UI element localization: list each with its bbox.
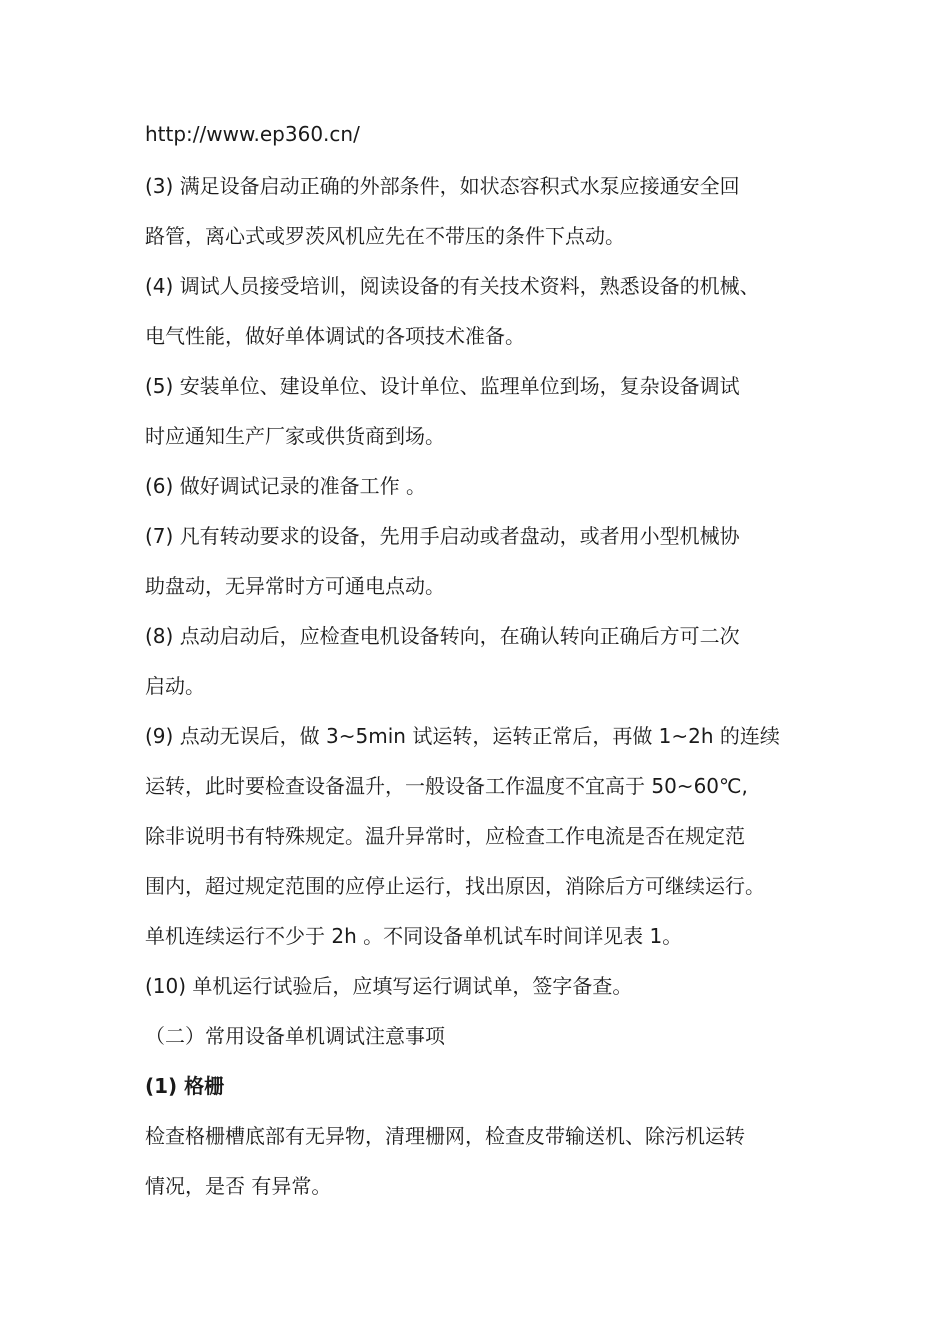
section-heading: （二）常用设备单机调试注意事项 [145,1024,445,1048]
paragraph-line: 情况，是否 有异常。 [145,1174,332,1198]
paragraph-line: (10) 单机运行试验后，应填写运行调试单，签字备查。 [145,974,633,998]
paragraph-line: 围内，超过规定范围的应停止运行，找出原因，消除后方可继续运行。 [145,874,765,898]
source-url: http://www.ep360.cn/ [145,122,360,146]
paragraph-line: (4) 调试人员接受培训，阅读设备的有关技术资料，熟悉设备的机械、 [145,274,760,298]
paragraph-line: (8) 点动启动后，应检查电机设备转向，在确认转向正确后方可二次 [145,624,740,648]
paragraph-line: (9) 点动无误后，做 3~5min 试运转，运转正常后，再做 1~2h 的连续 [145,724,780,748]
paragraph-line: 时应通知生产厂家或供货商到场。 [145,424,445,448]
paragraph-line: 启动。 [145,674,205,698]
paragraph-line: 单机连续运行不少于 2h 。不同设备单机试车时间详见表 1。 [145,924,683,948]
paragraph-line: 电气性能，做好单体调试的各项技术准备。 [145,324,525,348]
paragraph-line: (7) 凡有转动要求的设备，先用手启动或者盘动，或者用小型机械协 [145,524,740,548]
paragraph-line: (6) 做好调试记录的准备工作 。 [145,474,427,498]
subsection-heading: (1) 格栅 [145,1074,225,1098]
paragraph-line: (3) 满足设备启动正确的外部条件，如状态容积式水泵应接通安全回 [145,174,740,198]
paragraph-line: 除非说明书有特殊规定。温升异常时，应检查工作电流是否在规定范 [145,824,745,848]
paragraph-line: 助盘动，无异常时方可通电点动。 [145,574,445,598]
paragraph-line: 路管，离心式或罗茨风机应先在不带压的条件下点动。 [145,224,625,248]
paragraph-line: (5) 安装单位、建设单位、设计单位、监理单位到场，复杂设备调试 [145,374,740,398]
paragraph-line: 运转，此时要检查设备温升，一般设备工作温度不宜高于 50~60℃, [145,774,748,798]
paragraph-line: 检查格栅槽底部有无异物，清理栅网，检查皮带输送机、除污机运转 [145,1124,745,1148]
